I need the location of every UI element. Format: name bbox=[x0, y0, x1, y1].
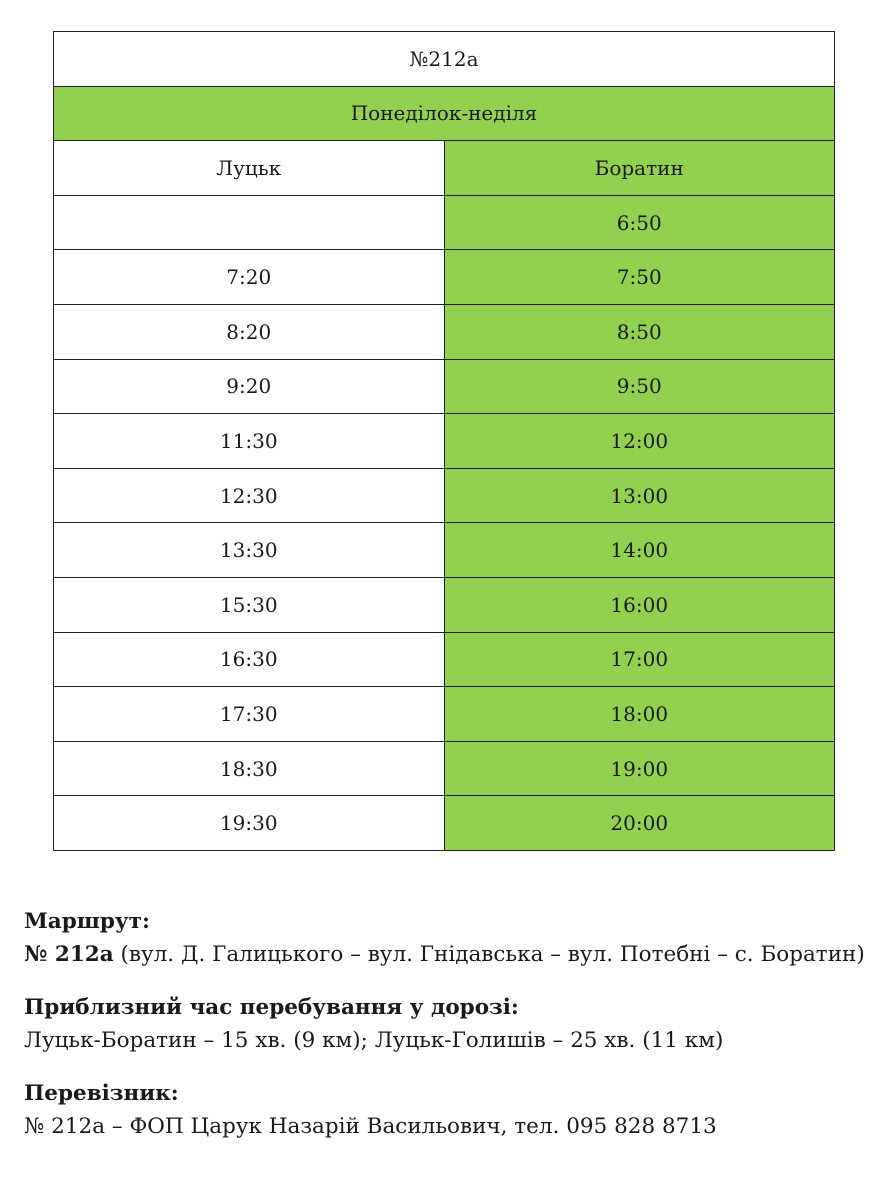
departure-boratyn: 13:00 bbox=[444, 468, 835, 523]
departure-lutsk: 17:30 bbox=[54, 687, 445, 742]
travel-text: Луцьк-Боратин – 15 хв. (9 км); Луцьк-Голишів – 25 хв. (11 км) bbox=[24, 1028, 724, 1053]
route-title: №212а bbox=[54, 32, 835, 87]
column-header-boratyn: Боратин bbox=[444, 141, 835, 196]
route-title-row bbox=[54, 32, 835, 87]
days-row bbox=[54, 86, 835, 141]
days-label: Понеділок-неділя bbox=[54, 86, 835, 141]
departure-lutsk: 13:30 bbox=[54, 523, 445, 578]
departure-boratyn: 9:50 bbox=[444, 359, 835, 414]
departure-lutsk: 9:20 bbox=[54, 359, 445, 414]
route-number: № 212а bbox=[24, 942, 114, 967]
table-row bbox=[54, 195, 835, 250]
departure-lutsk bbox=[54, 195, 445, 250]
route-path: (вул. Д. Галицького – вул. Гнідавська – вул. Потебні – с. Боратин) bbox=[113, 942, 865, 967]
column-header-lutsk: Луцьк bbox=[54, 141, 445, 196]
departure-boratyn: 18:00 bbox=[444, 687, 835, 742]
departure-boratyn: 8:50 bbox=[444, 304, 835, 359]
table-row bbox=[54, 359, 835, 414]
departure-boratyn: 6:50 bbox=[444, 195, 835, 250]
table-row bbox=[54, 632, 835, 687]
route-notes bbox=[24, 905, 874, 1163]
departure-lutsk: 12:30 bbox=[54, 468, 445, 523]
column-header-row bbox=[54, 141, 835, 196]
table-row bbox=[54, 687, 835, 742]
departure-lutsk: 18:30 bbox=[54, 741, 445, 796]
departure-boratyn: 19:00 bbox=[444, 741, 835, 796]
departure-boratyn: 12:00 bbox=[444, 414, 835, 469]
departure-boratyn: 14:00 bbox=[444, 523, 835, 578]
table-row bbox=[54, 577, 835, 632]
departure-lutsk: 7:20 bbox=[54, 250, 445, 305]
route-section bbox=[24, 905, 874, 971]
carrier-heading: Перевізник: bbox=[24, 1081, 179, 1106]
departure-lutsk: 19:30 bbox=[54, 796, 445, 851]
departure-boratyn: 20:00 bbox=[444, 796, 835, 851]
table-row bbox=[54, 523, 835, 578]
carrier-section bbox=[24, 1077, 874, 1143]
departure-lutsk: 11:30 bbox=[54, 414, 445, 469]
carrier-text: № 212а – ФОП Царук Назарій Васильович, тел. 095 828 8713 bbox=[24, 1114, 717, 1139]
table-row bbox=[54, 741, 835, 796]
table-row bbox=[54, 414, 835, 469]
table-row bbox=[54, 250, 835, 305]
table-row bbox=[54, 468, 835, 523]
departure-lutsk: 15:30 bbox=[54, 577, 445, 632]
departure-boratyn: 7:50 bbox=[444, 250, 835, 305]
route-heading: Маршрут: bbox=[24, 909, 150, 934]
travel-time-section bbox=[24, 991, 874, 1057]
travel-heading: Приблизний час перебування у дорозі: bbox=[24, 995, 519, 1020]
departure-lutsk: 16:30 bbox=[54, 632, 445, 687]
table-row bbox=[54, 796, 835, 851]
table-row bbox=[54, 304, 835, 359]
departure-boratyn: 16:00 bbox=[444, 577, 835, 632]
timetable bbox=[53, 31, 835, 851]
departure-lutsk: 8:20 bbox=[54, 304, 445, 359]
departure-boratyn: 17:00 bbox=[444, 632, 835, 687]
